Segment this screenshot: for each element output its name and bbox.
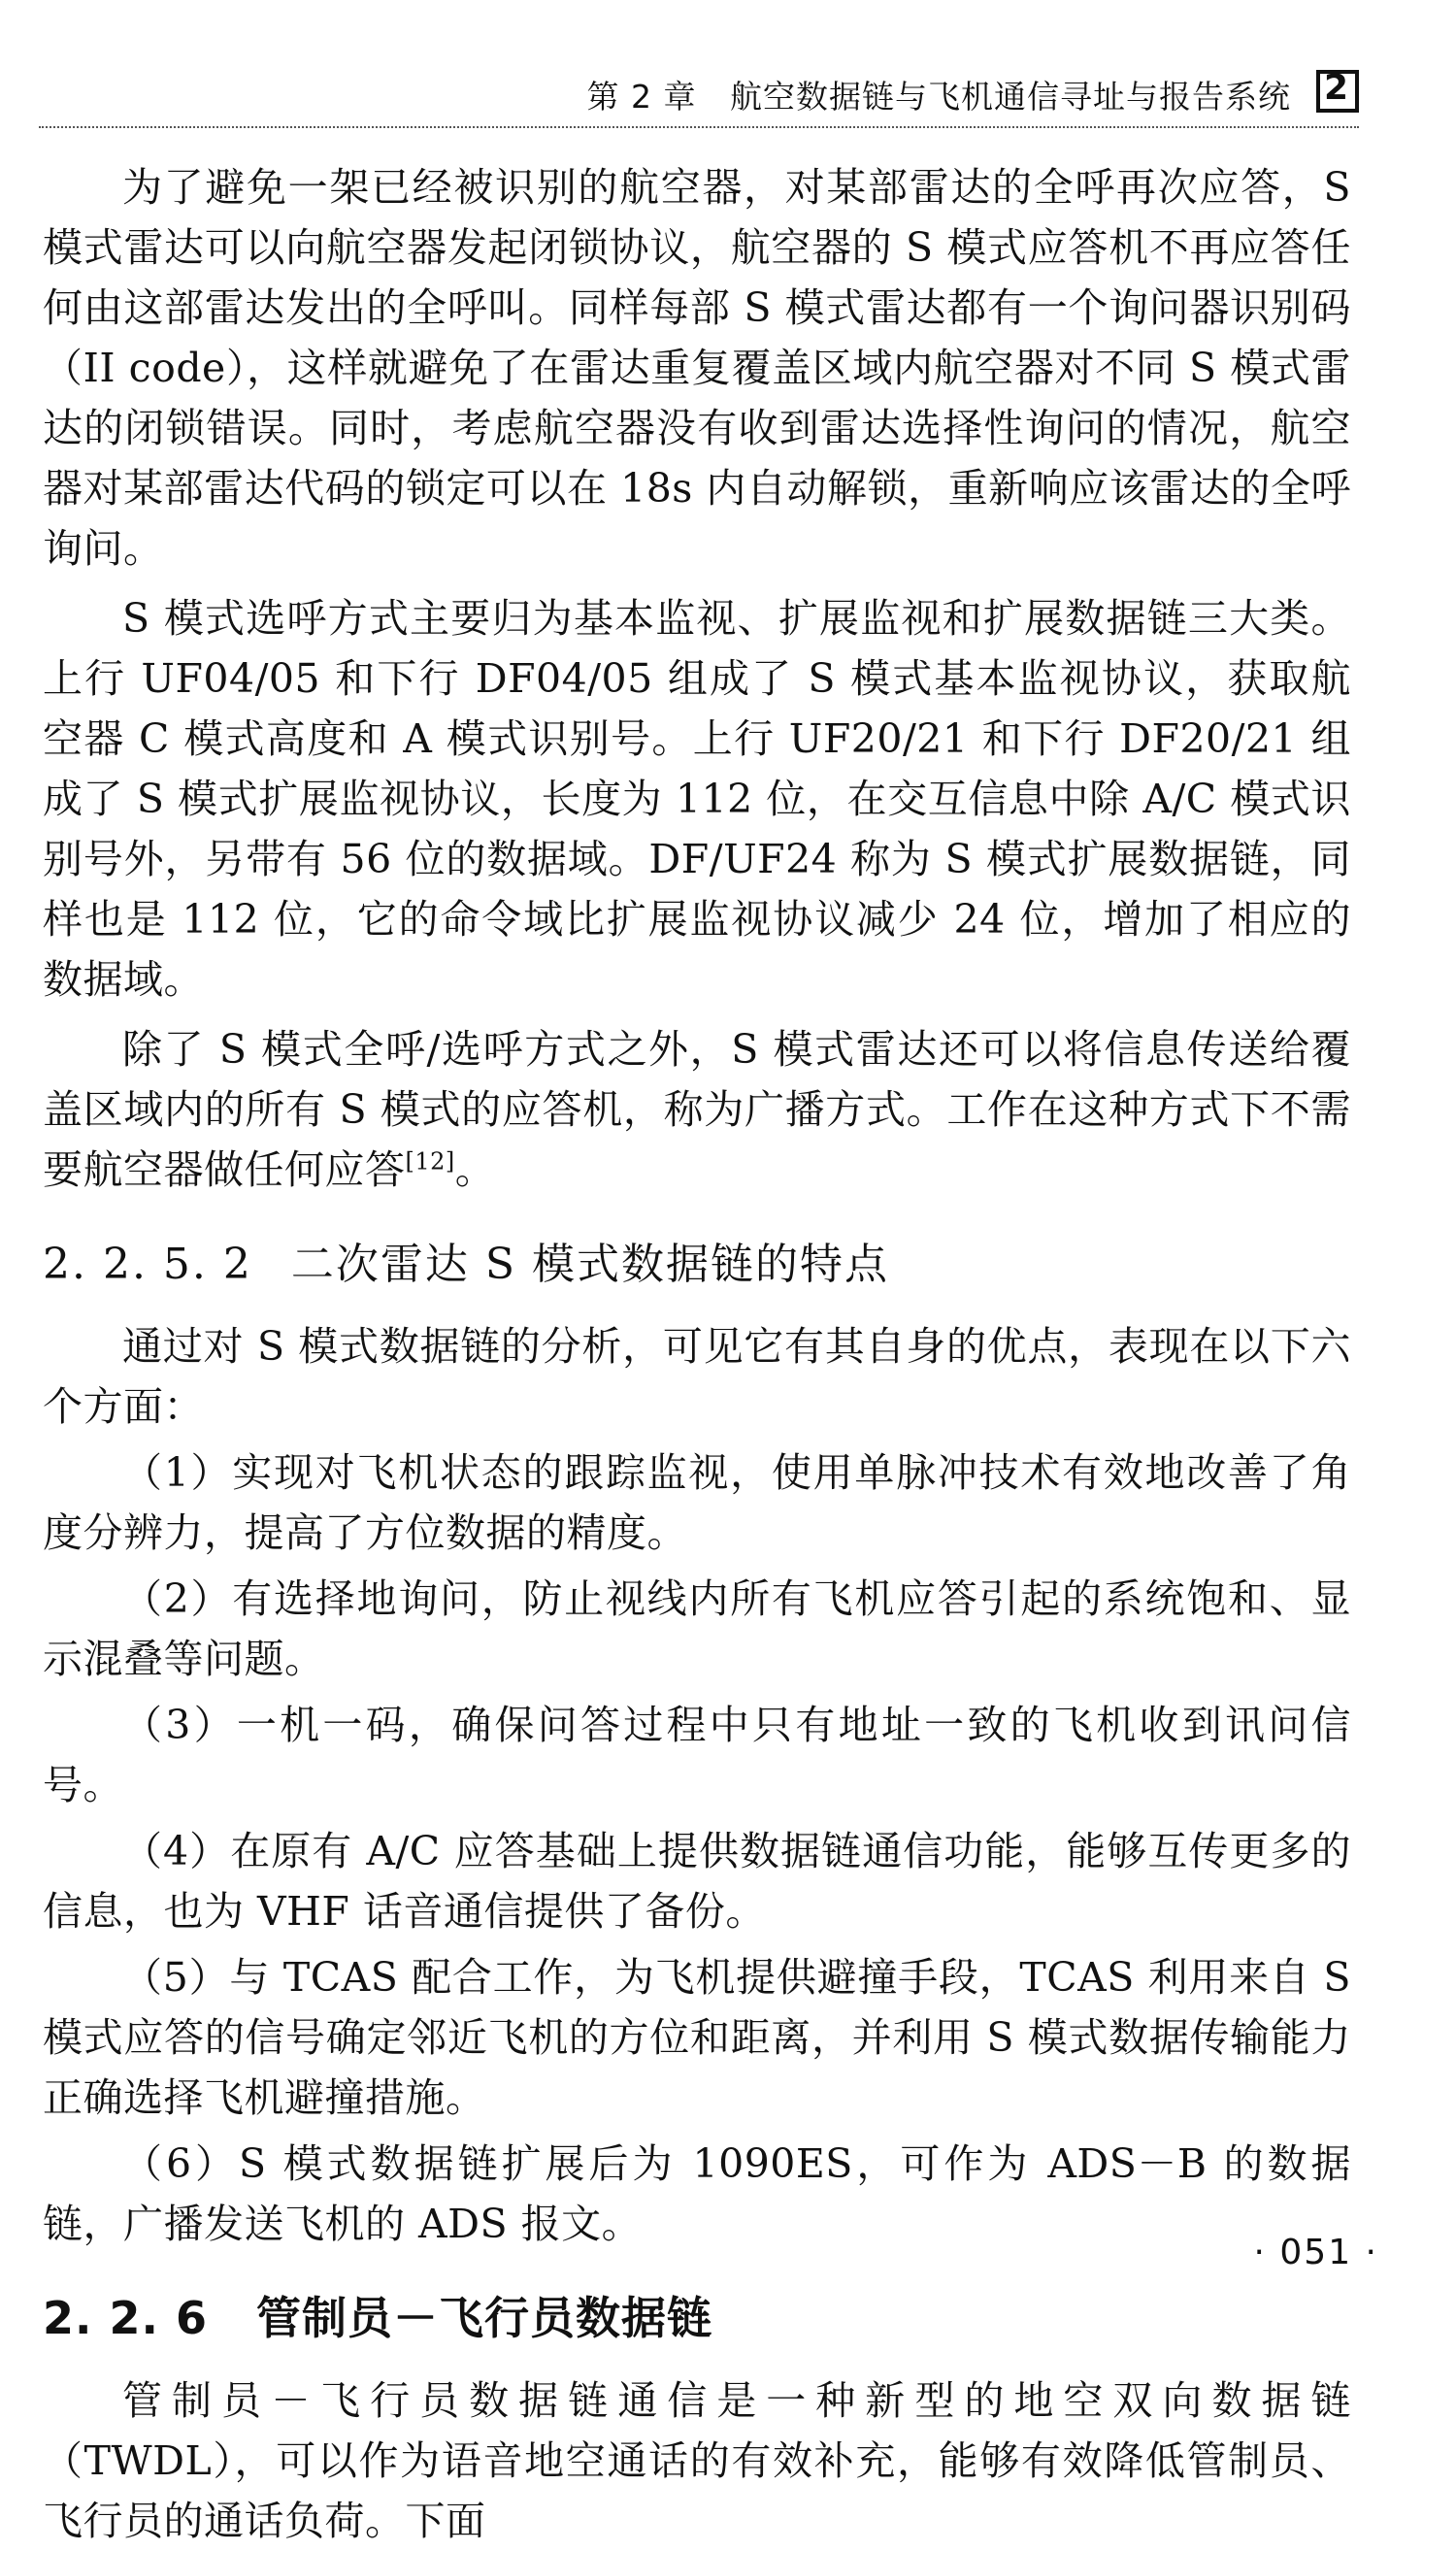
list-item: （4）在原有 A/C 应答基础上提供数据链通信功能，能够互传更多的信息，也为 VHF 话音通信提供了备份。 (43, 1828, 1351, 1935)
subsection-number: 2. 2. 5. 2 (43, 1240, 252, 1289)
running-header (39, 68, 1359, 128)
header-text (587, 72, 1291, 117)
chapter-number-icon (1316, 70, 1359, 113)
list-item: （2）有选择地询问，防止视线内所有飞机应答引起的系统饱和、显示混叠等问题。 (43, 1575, 1351, 1682)
chapter-label: 第 2 章 (586, 78, 697, 116)
list-item: （1）实现对飞机状态的跟踪监视，使用单脉冲技术有效地改善了角度分辨力，提高了方位数据的精度。 (43, 1449, 1351, 1556)
page-number: · 051 · (1253, 2233, 1378, 2272)
paragraph-intro-advantages: 通过对 S 模式数据链的分析，可见它有其自身的优点，表现在以下六个方面： (43, 1323, 1351, 1430)
paragraph-lockout-protocol: 为了避免一架已经被识别的航空器，对某部雷达的全呼再次应答，S 模式雷达可以向航空器发起闭锁协议，航空器的 S 模式应答机不再应答任何由这部雷达发出的全呼叫。同样每部 S 模式雷达都有一个询问器识别码（II code），这样就避免了在雷达重复覆盖区域内航空器对不同 S 模式雷达的闭锁错误。同时，考虑航空器没有收到雷达选择性询问的情况，航空器对某部雷达代码的锁定可以在 18s 内自动解锁，重新响应该雷达的全呼询问。 (43, 164, 1351, 572)
section-number: 2. 2. 6 (43, 2292, 208, 2344)
subsection-heading (43, 1229, 1351, 1291)
body-text (43, 157, 1351, 2551)
list-item: （5）与 TCAS 配合工作，为飞机提供避撞手段，TCAS 利用来自 S 模式应答的信号确定邻近飞机的方位和距离，并利用 S 模式数据传输能力正确选择飞机避撞措施。 (43, 1954, 1351, 2121)
list-item: （6）S 模式数据链扩展后为 1090ES，可作为 ADS－B 的数据链，广播发送飞机的 ADS 报文。 (43, 2140, 1351, 2247)
chapter-title: 航空数据链与飞机通信寻址与报告系统 (730, 78, 1291, 116)
list-item: （3）一机一码，确保问答过程中只有地址一致的飞机收到讯问信号。 (43, 1702, 1351, 1808)
paragraph-cpdlc-intro: 管制员－飞行员数据链通信是一种新型的地空双向数据链（TWDL），可以作为语音地空通话的有效补充，能够有效降低管制员、飞行员的通话负荷。下面 (43, 2377, 1351, 2544)
paragraph-broadcast-mode (43, 1019, 1351, 1200)
citation-reference: [12] (405, 1147, 455, 1176)
broadcast-text-end: 。 (454, 1146, 496, 1193)
paragraph-selective-call-types: S 模式选呼方式主要归为基本监视、扩展监视和扩展数据链三大类。上行 UF04/05 和下行 DF04/05 组成了 S 模式基本监视协议，获取航空器 C 模式高度和 A 模式识别号。上行 UF20/21 和下行 DF20/21 组成了 S 模式扩展监视协议，长度为 112 位，在交互信息中除 A/C 模式识别号外，另带有 56 位的数据域。DF/UF24 称为 S 模式扩展数据链，同样也是 112 位，它的命令域比扩展监视协议减少 24 位，增加了相应的数据域。 (43, 595, 1351, 1003)
broadcast-text: 除了 S 模式全呼/选呼方式之外，S 模式雷达还可以将信息传送给覆盖区域内的所有 S 模式的应答机，称为广播方式。工作在这种方式下不需要航空器做任何应答 (43, 1026, 1351, 1193)
section-title: 管制员－飞行员数据链 (256, 2292, 712, 2344)
section-heading (43, 2283, 1351, 2347)
subsection-title: 二次雷达 S 模式数据链的特点 (290, 1240, 890, 1289)
chapter-number-glyph: 2 (1324, 70, 1349, 108)
